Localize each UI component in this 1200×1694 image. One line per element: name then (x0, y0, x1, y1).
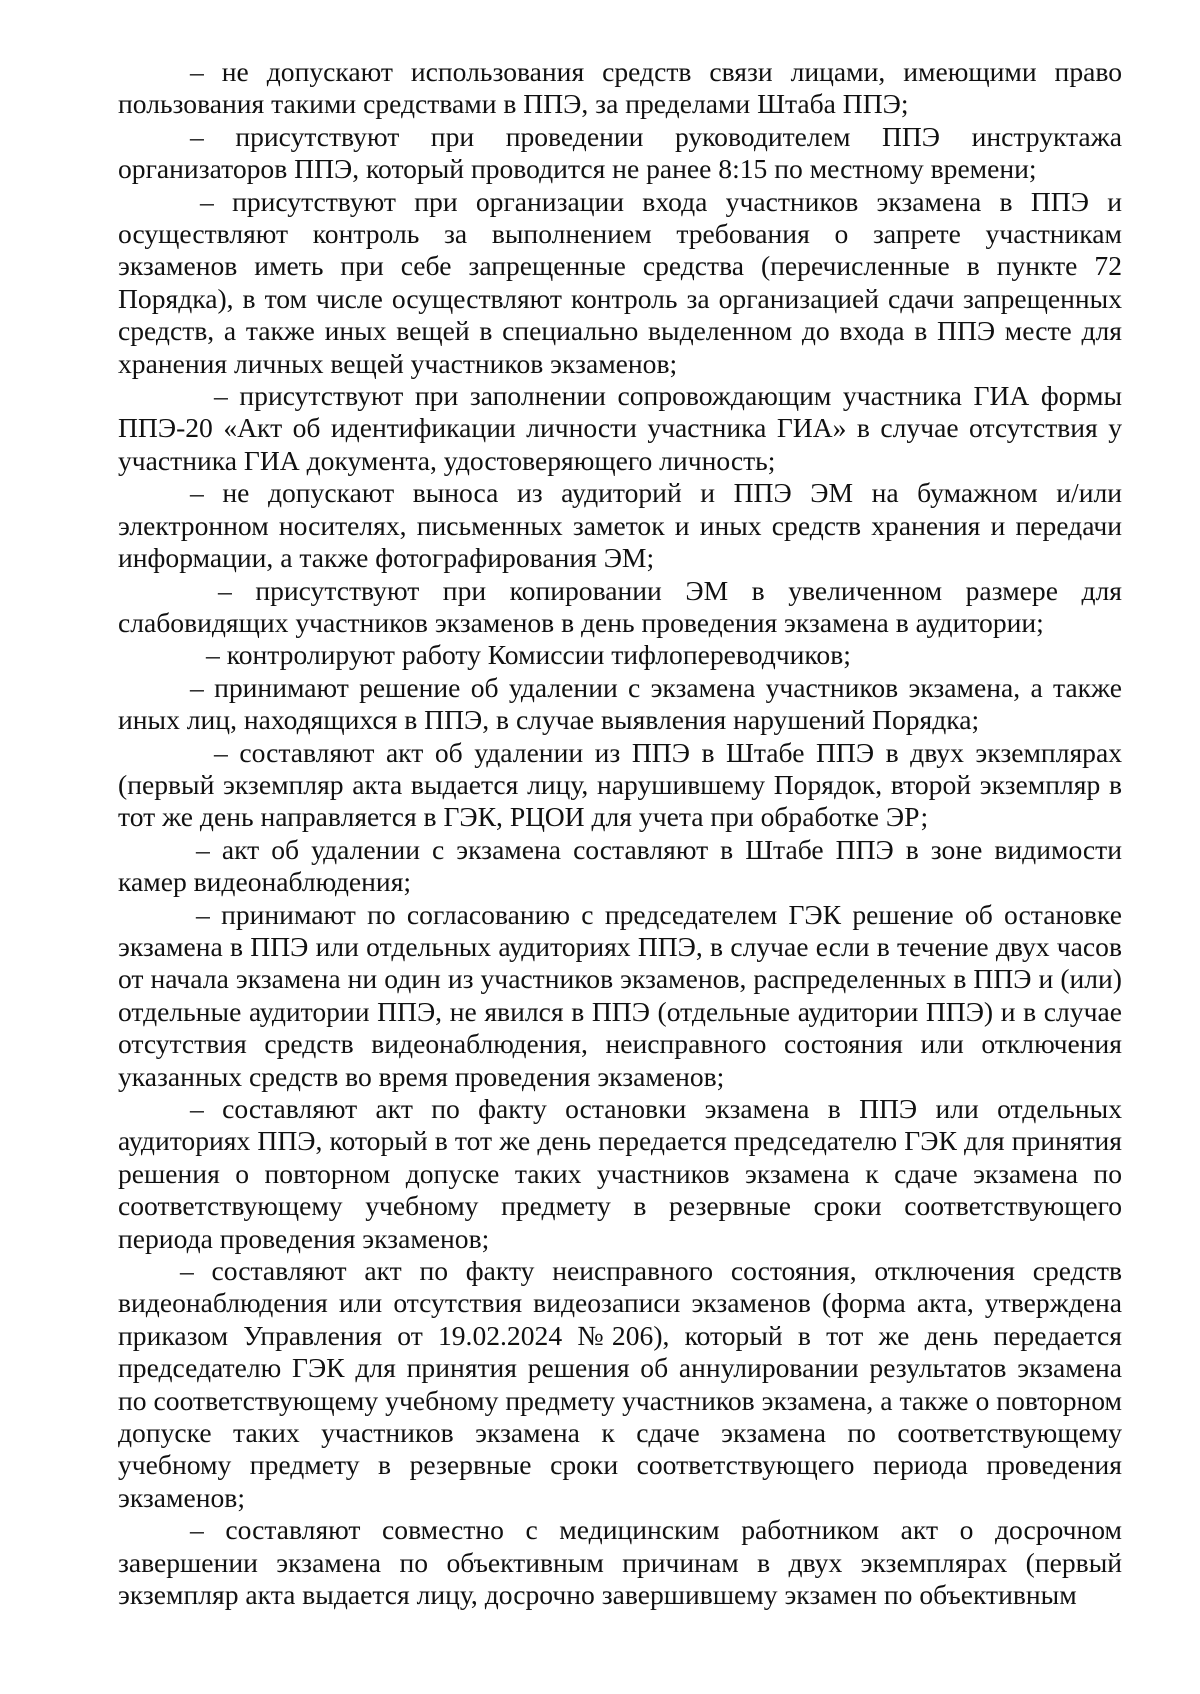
paragraph-6: – присутствуют при копировании ЭМ в увеличенном размере для слабовидящих участников экзаменов в день проведения экзамена в аудитории; (118, 574, 1122, 638)
paragraph-13: – составляют акт по факту неисправного состояния, отключения средств видеонаблюдения или отсутствия видеозаписи экзаменов (форма акта, утверждена приказом Управления от 19.02.2024 №206), который в тот же день передается председателю ГЭК для принятия решения об аннулировании результатов экзамена по соответствующему учебному предмету участников экзамена, а также о повторном допуске таких участников экзамена к сдаче экзамена по соответствующему учебному предмету в резервные сроки соответствующего периода проведения экзаменов; (118, 1255, 1122, 1513)
paragraph-2: – присутствуют при проведении руководителем ППЭ инструктажа организаторов ППЭ, который проводится не ранее 8:15 по местному времени; (118, 120, 1122, 185)
paragraph-11: – принимают по согласованию с председателем ГЭК решение об остановке экзамена в ППЭ или отдельных аудиториях ППЭ, в случае если в течение двух часов от начала экзамена ни один из участников экзаменов, распределенных в ППЭ и (или) отдельные аудитории ППЭ, не явился в ППЭ (отдельные аудитории ППЭ) и в случае отсутствия средств видеонаблюдения, неисправного состояния или отключения указанных средств во время проведения экзаменов; (118, 898, 1122, 1092)
paragraph-1: – не допускают использования средств связи лицами, имеющими право пользования такими средствами в ППЭ, за пределами Штаба ППЭ; (118, 56, 1122, 120)
paragraph-3: – присутствуют при организации входа участников экзамена в ППЭ и осуществляют контроль за выполнением требования о запрете участникам экзаменов иметь при себе запрещенные средства (перечисленные в пункте 72 Порядка), в том числе осуществляют контроль за организацией сдачи запрещенных средств, а также иных вещей в специально выделенном до входа в ППЭ месте для хранения личных вещей участников экзаменов; (118, 185, 1122, 379)
paragraph-9: – составляют акт об удалении из ППЭ в Штабе ППЭ в двух экземплярах (первый экземпляр акта выдается лицу, нарушившему Порядок, второй экземпляр в тот же день направляется в ГЭК, РЦОИ для учета при обработке ЭР; (118, 736, 1122, 833)
paragraph-10: – акт об удалении с экзамена составляют в Штабе ППЭ в зоне видимости камер видеонаблюдения; (118, 833, 1122, 898)
paragraph-4: – присутствуют при заполнении сопровождающим участника ГИА формы ППЭ-20 «Акт об идентификации личности участника ГИА» в случае отсутствия у участника ГИА документа, удостоверяющего личность; (118, 380, 1122, 476)
document-page (118, 56, 1122, 1612)
paragraph-12: – составляют акт по факту остановки экзамена в ППЭ или отдельных аудиториях ППЭ, который в тот же день передается председателю ГЭК для принятия решения о повторном допуске таких участников экзамена к сдаче экзамена по соответствующему учебному предмету в резервные сроки соответствующего периода проведения экзаменов; (118, 1093, 1122, 1254)
paragraph-14: – составляют совместно с медицинским работником акт о досрочном завершении экзамена по объективным причинам в двух экземплярах (первый экземпляр акта выдается лицу, досрочно завершившему экзамен по объективным (118, 1514, 1122, 1611)
paragraph-5: – не допускают выноса из аудиторий и ППЭ ЭМ на бумажном и/или электронном носителях, письменных заметок и иных средств хранения и передачи информации, а также фотографирования ЭМ; (118, 477, 1122, 574)
paragraph-8: – принимают решение об удалении с экзамена участников экзамена, а также иных лиц, находящихся в ППЭ, в случае выявления нарушений Порядка; (118, 671, 1122, 736)
paragraph-7: – контролируют работу Комиссии тифлопереводчиков; (206, 639, 851, 671)
